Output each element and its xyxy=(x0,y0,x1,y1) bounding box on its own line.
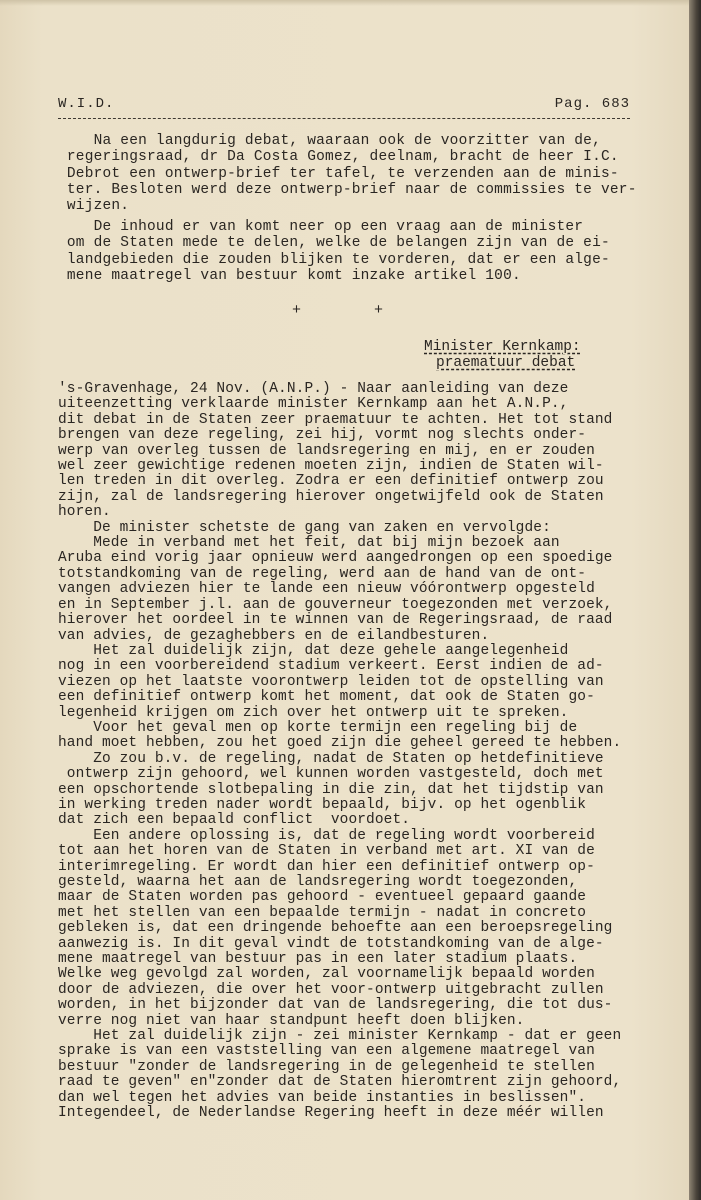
intro-paragraph-2: De inhoud er van komt neer op een vraag aan de minister om de Staten mede te delen, welke de belangen zijn van de ei- landgebieden die zouden blijken te vorderen, dat er een alge- mene maatregel van bestuur komt inzake artikel 100. xyxy=(66,219,610,284)
section-separator: + + xyxy=(292,302,384,319)
article-body: 's-Gravenhage, 24 Nov. (A.N.P.) - Naar aanleiding van deze uiteenzetting verklaarde minister Kernkamp aan het A.N.P., dit debat in de Staten zeer praematuur te achten. Het tot stand brengen van deze regeling, zei hij, vormt nog slechts onder- werp van overleg tussen de landsregering en mij, en er zouden wel zeer gewichtige redenen moeten zijn, indien de Staten wil- len treden in dit overleg. Zodra er een definitief ontwerp zou zijn, zal de landsregering hierover ongetwijfeld ook de Staten horen. De minister schetste de gang van zaken en vervolgde: Mede in verband met het feit, dat bij mijn bezoek aan Aruba eind vorig jaar opnieuw werd aangedrongen op een spoedige totstandkoming van de regeling, werd aan de hand van de ont- vangen adviezen hier te lande een nieuw vóórontwerp opgesteld en in September j.l. aan de gouverneur toegezonden met verzoek, hierover het oordeel in te winnen van de Regeringsraad, de raad van advies, de gezaghebbers en de eilandbesturen. Het zal duidelijk zijn, dat deze gehele aangelegenheid nog in een voorbereidend stadium verkeert. Eerst indien de ad- viezen op het laatste voorontwerp leiden tot de opstelling van een definitief ontwerp komt het moment, dat ook de Staten go- legenheid krijgen om zich over het ontwerp uit te spreken. Voor het geval men op korte termijn een regeling bij de hand moet hebben, zou het goed zijn die geheel gereed te hebben. Zo zou b.v. de regeling, nadat de Staten op hetdefinitieve ontwerp zijn gehoord, wel kunnen worden vastgesteld, doch met een opschortende slotbepaling in die zin, dat het tijdstip van in werking treden nader wordt bepaald, bijv. op het ogenblik dat zich een bepaald conflict voordoet. Een andere oplossing is, dat de regeling wordt voorbereid tot aan het horen van de Staten in verband met art. XI van de interimregeling. Er wordt dan hier een definitief ontwerp op- gesteld, waarna het aan de landsregering wordt toegezonden, maar de Staten worden pas gehoord - eventueel gepaard gaande met het stellen van een bepaalde termijn - nadat in concreto gebleken is, dat een dringende behoefte aan een beroepsregeling aanwezig is. In dit geval vindt de totstandkoming van de alge- mene maatregel van bestuur pas in een later stadium plaats. Welke weg gevolgd zal worden, zal voornamelijk bepaald worden door de adviezen, die over het voor-ontwerp uitgebracht zullen worden, in het bijzonder dat van de landsregering, die tot dus- verre nog niet van haar standpunt heeft doen blijken. Het zal duidelijk zijn - zei minister Kernkamp - dat er geen sprake is van een vaststelling van een algemene maatregel van bestuur "zonder de landsregering in de gelegenheid te stellen raad te geven" en"zonder dat de Staten hieromtrent zijn gehoord, dan wel tegen het advies van beide instanties in beslissen". Integendeel, de Nederlandse Regering heeft in deze méér willen xyxy=(58,381,622,1122)
page-top-edge xyxy=(0,0,701,6)
page-header xyxy=(58,96,630,119)
page-binding-edge xyxy=(689,0,701,1200)
heading-line-2: praematuur debat xyxy=(436,355,576,371)
header-publication: W.I.D. xyxy=(58,96,115,112)
heading-line-1: Minister Kernkamp: xyxy=(424,339,581,355)
intro-paragraph-1: Na een langdurig debat, waaraan ook de voorzitter van de, regeringsraad, dr Da Costa Gomez, deelnam, bracht de heer I.C. Debrot een ontwerp-brief ter tafel, te verzenden aan de minis- ter. Besloten werd deze ontwerp-brief naar de commissies te ver- wijzen. xyxy=(66,133,637,215)
header-page-number: Pag. 683 xyxy=(554,96,630,112)
article-heading xyxy=(424,339,624,371)
